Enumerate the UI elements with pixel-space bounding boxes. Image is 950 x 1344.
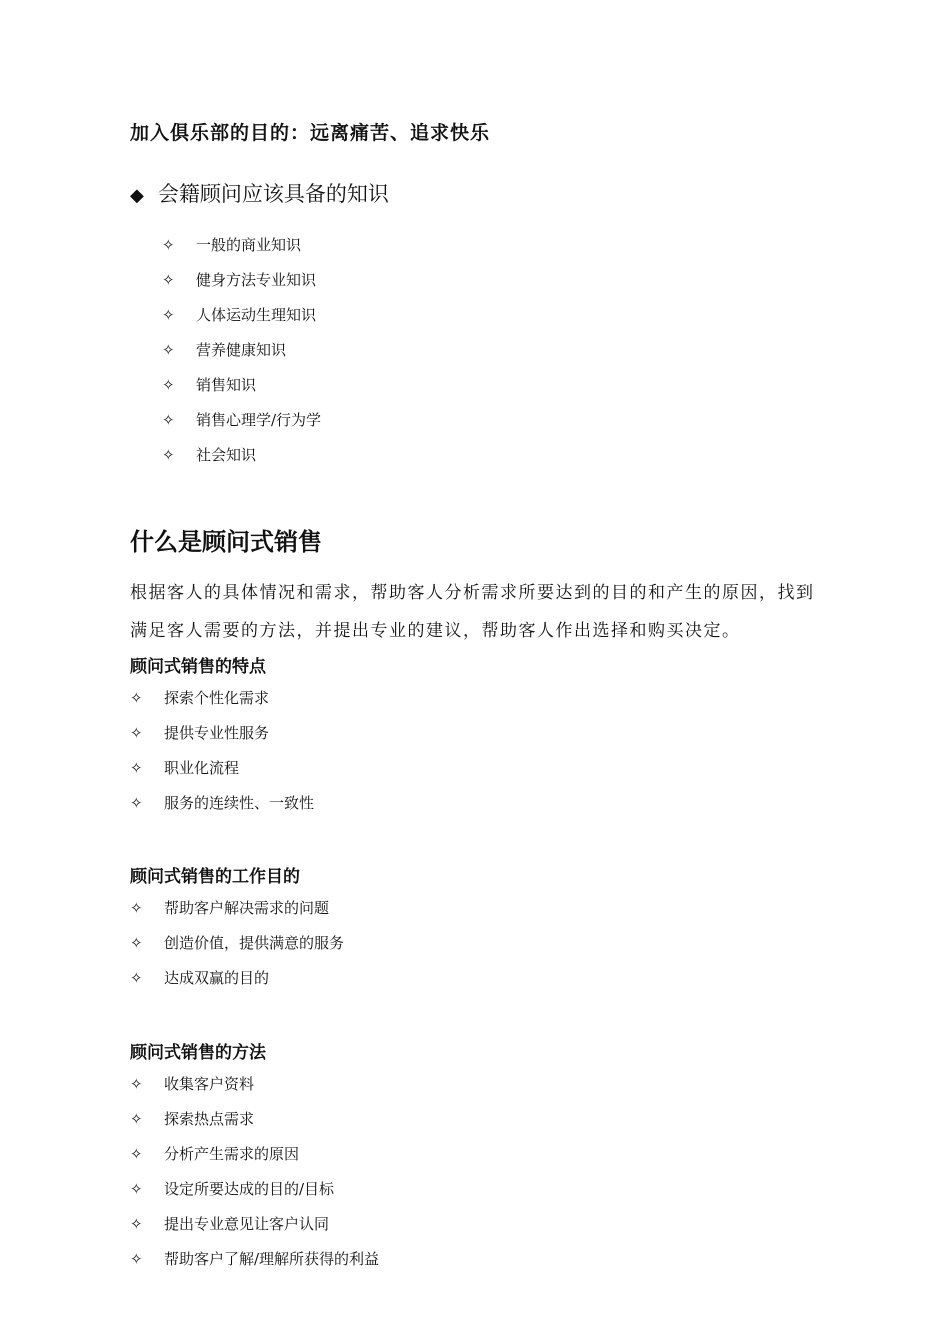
list-item-text: 探索热点需求	[164, 1110, 255, 1128]
sparkle-bullet-icon: ✧	[130, 899, 143, 917]
list-item-text: 销售知识	[196, 376, 257, 394]
sparkle-bullet-icon: ✧	[162, 236, 175, 254]
list-item	[130, 1143, 299, 1164]
sparkle-bullet-icon: ✧	[130, 934, 143, 952]
sparkle-bullet-icon: ✧	[130, 724, 143, 742]
paragraph-line: 根据客人的具体情况和需求，帮助客人分析需求所要达到的目的和产生的原因，找到	[130, 583, 815, 603]
list-item	[130, 792, 314, 813]
list-item	[162, 409, 321, 430]
list-item	[130, 1248, 379, 1269]
sparkle-bullet-icon: ✧	[130, 1215, 143, 1233]
sparkle-bullet-icon: ✧	[162, 446, 175, 464]
list-item	[130, 1178, 334, 1199]
list-item-text: 健身方法专业知识	[196, 271, 317, 289]
sparkle-bullet-icon: ✧	[130, 969, 143, 987]
list-item	[162, 374, 256, 395]
list-item-text: 探索个性化需求	[164, 689, 270, 707]
list-item-text: 达成双赢的目的	[164, 969, 270, 987]
knowledge-heading	[130, 178, 389, 208]
list-item-text: 营养健康知识	[196, 341, 287, 359]
subsection-title: 顾问式销售的工作目的	[130, 867, 300, 887]
sparkle-bullet-icon: ✧	[162, 411, 175, 429]
list-item	[162, 269, 316, 290]
sparkle-bullet-icon: ✧	[130, 794, 143, 812]
list-item-text: 服务的连续性、一致性	[164, 794, 315, 812]
sparkle-bullet-icon: ✧	[130, 759, 143, 777]
list-item	[130, 757, 239, 778]
list-item	[130, 1073, 254, 1094]
list-item-text: 分析产生需求的原因	[164, 1145, 300, 1163]
list-item-text: 一般的商业知识	[196, 236, 302, 254]
list-item-text: 帮助客户解决需求的问题	[164, 899, 330, 917]
sparkle-bullet-icon: ✧	[162, 376, 175, 394]
list-item	[162, 234, 301, 255]
list-item	[130, 722, 269, 743]
knowledge-title: 会籍顾问应该具备的知识	[157, 182, 389, 206]
list-item	[130, 897, 329, 918]
paragraph-line: 满足客人需要的方法，并提出专业的建议，帮助客人作出选择和购买决定。	[130, 621, 741, 641]
list-item-text: 创造价值，提供满意的服务	[164, 934, 345, 952]
list-item-text: 社会知识	[196, 446, 257, 464]
diamond-bullet-icon: ◆	[130, 185, 144, 206]
sparkle-bullet-icon: ✧	[162, 306, 175, 324]
list-item-text: 提供专业性服务	[164, 724, 270, 742]
sparkle-bullet-icon: ✧	[162, 271, 175, 289]
sparkle-bullet-icon: ✧	[162, 341, 175, 359]
list-item	[162, 304, 316, 325]
list-item	[130, 967, 269, 988]
purpose-heading: 加入俱乐部的目的：远离痛苦、追求快乐	[130, 122, 491, 144]
list-item-text: 人体运动生理知识	[196, 306, 317, 324]
sparkle-bullet-icon: ✧	[130, 1250, 143, 1268]
sparkle-bullet-icon: ✧	[130, 1180, 143, 1198]
list-item-text: 提出专业意见让客户认同	[164, 1215, 330, 1233]
list-item-text: 设定所要达成的目的/目标	[164, 1180, 335, 1198]
list-item	[130, 1213, 329, 1234]
sparkle-bullet-icon: ✧	[130, 1110, 143, 1128]
list-item	[130, 932, 344, 953]
list-item	[130, 687, 269, 708]
list-item	[130, 1108, 254, 1129]
list-item-text: 职业化流程	[164, 759, 240, 777]
sparkle-bullet-icon: ✧	[130, 1145, 143, 1163]
list-item-text: 销售心理学/行为学	[196, 411, 322, 429]
subsection-title: 顾问式销售的特点	[130, 657, 266, 677]
list-item	[162, 339, 286, 360]
sparkle-bullet-icon: ✧	[130, 1075, 143, 1093]
sparkle-bullet-icon: ✧	[130, 689, 143, 707]
list-item	[162, 444, 256, 465]
section-title: 什么是顾问式销售	[130, 528, 322, 556]
subsection-title: 顾问式销售的方法	[130, 1043, 266, 1063]
list-item-text: 帮助客户了解/理解所获得的利益	[164, 1250, 380, 1268]
list-item-text: 收集客户资料	[164, 1075, 255, 1093]
